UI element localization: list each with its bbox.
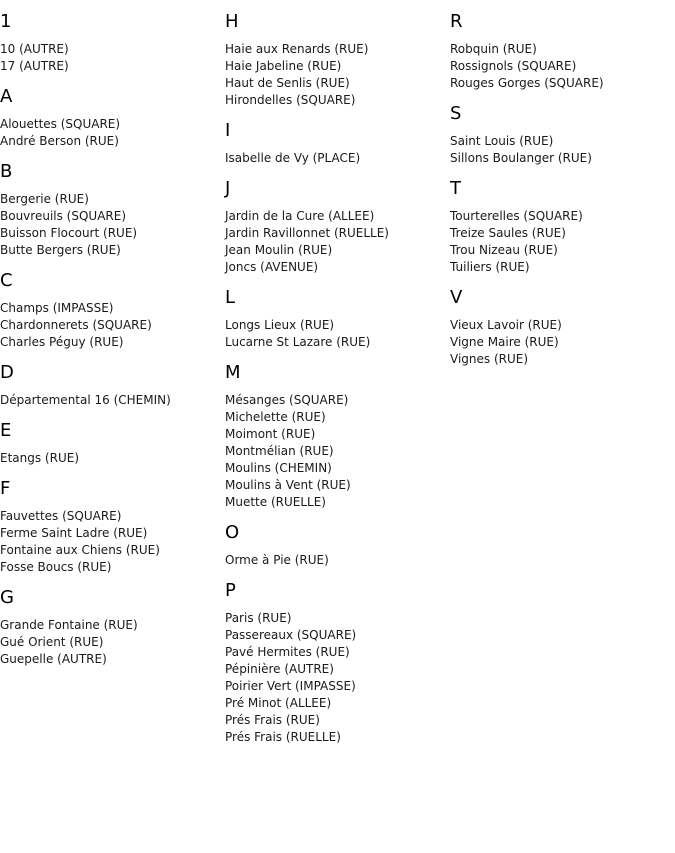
- letter-heading: 1: [0, 11, 12, 32]
- street-item: Poirier Vert (IMPASSE): [225, 679, 356, 693]
- letter-heading: D: [0, 362, 14, 383]
- letter-group: [225, 11, 450, 109]
- street-list: [0, 617, 225, 668]
- street-item: Pavé Hermites (RUE): [225, 645, 350, 659]
- letter-heading: J: [225, 178, 231, 199]
- street-item: Rouges Gorges (SQUARE): [450, 76, 604, 90]
- street-item: Bouvreuils (SQUARE): [0, 209, 127, 223]
- street-item: Moulins à Vent (RUE): [225, 478, 351, 492]
- letter-group: [0, 420, 225, 467]
- street-item: Tourterelles (SQUARE): [450, 209, 583, 223]
- street-item: Prés Frais (RUELLE): [225, 730, 341, 744]
- street-item: Paris (RUE): [225, 611, 292, 625]
- index-column: [225, 0, 450, 746]
- letter-heading: G: [0, 587, 14, 608]
- index-column: [0, 0, 225, 668]
- letter-heading: P: [225, 580, 236, 601]
- street-list: [225, 392, 450, 511]
- letter-heading: E: [0, 420, 12, 441]
- street-item: Saint Louis (RUE): [450, 134, 554, 148]
- street-item: Passereaux (SQUARE): [225, 628, 357, 642]
- letter-group: [0, 362, 225, 409]
- street-item: Bergerie (RUE): [0, 192, 89, 206]
- letter-heading: V: [450, 287, 463, 308]
- street-item: Lucarne St Lazare (RUE): [225, 335, 371, 349]
- street-list: [225, 552, 450, 569]
- street-list: [0, 41, 225, 75]
- street-item: Trou Nizeau (RUE): [450, 243, 558, 257]
- letter-heading: R: [450, 11, 463, 32]
- street-item: Joncs (AVENUE): [225, 260, 319, 274]
- street-list: [225, 317, 450, 351]
- street-item: Ferme Saint Ladre (RUE): [0, 526, 148, 540]
- street-item: Guepelle (AUTRE): [0, 652, 107, 666]
- street-item: Moimont (RUE): [225, 427, 316, 441]
- street-list: [225, 610, 450, 746]
- letter-heading: S: [450, 103, 462, 124]
- street-list: [0, 191, 225, 259]
- street-item: Haie aux Renards (RUE): [225, 42, 369, 56]
- street-item: Vigne Maire (RUE): [450, 335, 559, 349]
- street-list: [0, 116, 225, 150]
- street-item: Montmélian (RUE): [225, 444, 334, 458]
- index-column: [450, 0, 675, 368]
- letter-group: [450, 103, 675, 167]
- street-list: [450, 133, 675, 167]
- letter-heading: O: [225, 522, 240, 543]
- street-list: [0, 508, 225, 576]
- street-item: Fontaine aux Chiens (RUE): [0, 543, 160, 557]
- letter-group: [225, 362, 450, 511]
- street-item: Etangs (RUE): [0, 451, 79, 465]
- street-list: [450, 41, 675, 92]
- street-list: [225, 150, 450, 167]
- letter-group: [0, 11, 225, 75]
- letter-group: [450, 287, 675, 368]
- street-list: [450, 208, 675, 276]
- street-list: [0, 300, 225, 351]
- street-item: Vieux Lavoir (RUE): [450, 318, 562, 332]
- letter-group: [0, 478, 225, 576]
- letter-group: [0, 86, 225, 150]
- street-item: Jardin Ravillonnet (RUELLE): [225, 226, 389, 240]
- street-item: Prés Frais (RUE): [225, 713, 320, 727]
- street-item: Chardonnerets (SQUARE): [0, 318, 152, 332]
- letter-group: [0, 161, 225, 259]
- street-item: Haie Jabeline (RUE): [225, 59, 342, 73]
- street-item: Tuiliers (RUE): [450, 260, 530, 274]
- street-item: André Berson (RUE): [0, 134, 119, 148]
- street-item: Moulins (CHEMIN): [225, 461, 332, 475]
- street-item: Muette (RUELLE): [225, 495, 326, 509]
- street-item: Mésanges (SQUARE): [225, 393, 349, 407]
- street-list: [0, 450, 225, 467]
- letter-heading: B: [0, 161, 13, 182]
- letter-group: [225, 522, 450, 569]
- street-list: [225, 41, 450, 109]
- street-item: Haut de Senlis (RUE): [225, 76, 350, 90]
- street-item: Champs (IMPASSE): [0, 301, 114, 315]
- letter-heading: M: [225, 362, 241, 383]
- street-list: [450, 317, 675, 368]
- letter-group: [225, 120, 450, 167]
- street-item: Buisson Flocourt (RUE): [0, 226, 138, 240]
- street-item: Treize Saules (RUE): [450, 226, 566, 240]
- letter-heading: A: [0, 86, 13, 107]
- street-item: 17 (AUTRE): [0, 59, 69, 73]
- street-item: Vignes (RUE): [450, 352, 529, 366]
- street-item: Gué Orient (RUE): [0, 635, 104, 649]
- letter-group: [0, 270, 225, 351]
- letter-group: [225, 178, 450, 276]
- street-item: Isabelle de Vy (PLACE): [225, 151, 361, 165]
- street-item: Robquin (RUE): [450, 42, 537, 56]
- street-item: Michelette (RUE): [225, 410, 326, 424]
- letter-heading: C: [0, 270, 13, 291]
- letter-group: [450, 178, 675, 276]
- street-item: Fosse Boucs (RUE): [0, 560, 112, 574]
- letter-group: [225, 580, 450, 746]
- street-item: Rossignols (SQUARE): [450, 59, 577, 73]
- street-item: Pré Minot (ALLEE): [225, 696, 332, 710]
- street-item: Jardin de la Cure (ALLEE): [225, 209, 375, 223]
- street-item: Alouettes (SQUARE): [0, 117, 121, 131]
- street-item: Pépinière (AUTRE): [225, 662, 334, 676]
- street-item: Longs Lieux (RUE): [225, 318, 335, 332]
- street-item: Hirondelles (SQUARE): [225, 93, 356, 107]
- letter-heading: H: [225, 11, 239, 32]
- street-item: Jean Moulin (RUE): [225, 243, 333, 257]
- street-item: Orme à Pie (RUE): [225, 553, 329, 567]
- street-item: Charles Péguy (RUE): [0, 335, 124, 349]
- letter-heading: F: [0, 478, 11, 499]
- letter-group: [450, 11, 675, 92]
- street-list: [225, 208, 450, 276]
- street-item: Grande Fontaine (RUE): [0, 618, 138, 632]
- letter-group: [0, 587, 225, 668]
- street-item: Butte Bergers (RUE): [0, 243, 121, 257]
- street-list: [0, 392, 225, 409]
- street-item: Fauvettes (SQUARE): [0, 509, 122, 523]
- street-item: Sillons Boulanger (RUE): [450, 151, 592, 165]
- street-item: Départemental 16 (CHEMIN): [0, 393, 171, 407]
- street-item: 10 (AUTRE): [0, 42, 69, 56]
- letter-heading: I: [225, 120, 231, 141]
- letter-heading: T: [450, 178, 461, 199]
- letter-group: [225, 287, 450, 351]
- letter-heading: L: [225, 287, 236, 308]
